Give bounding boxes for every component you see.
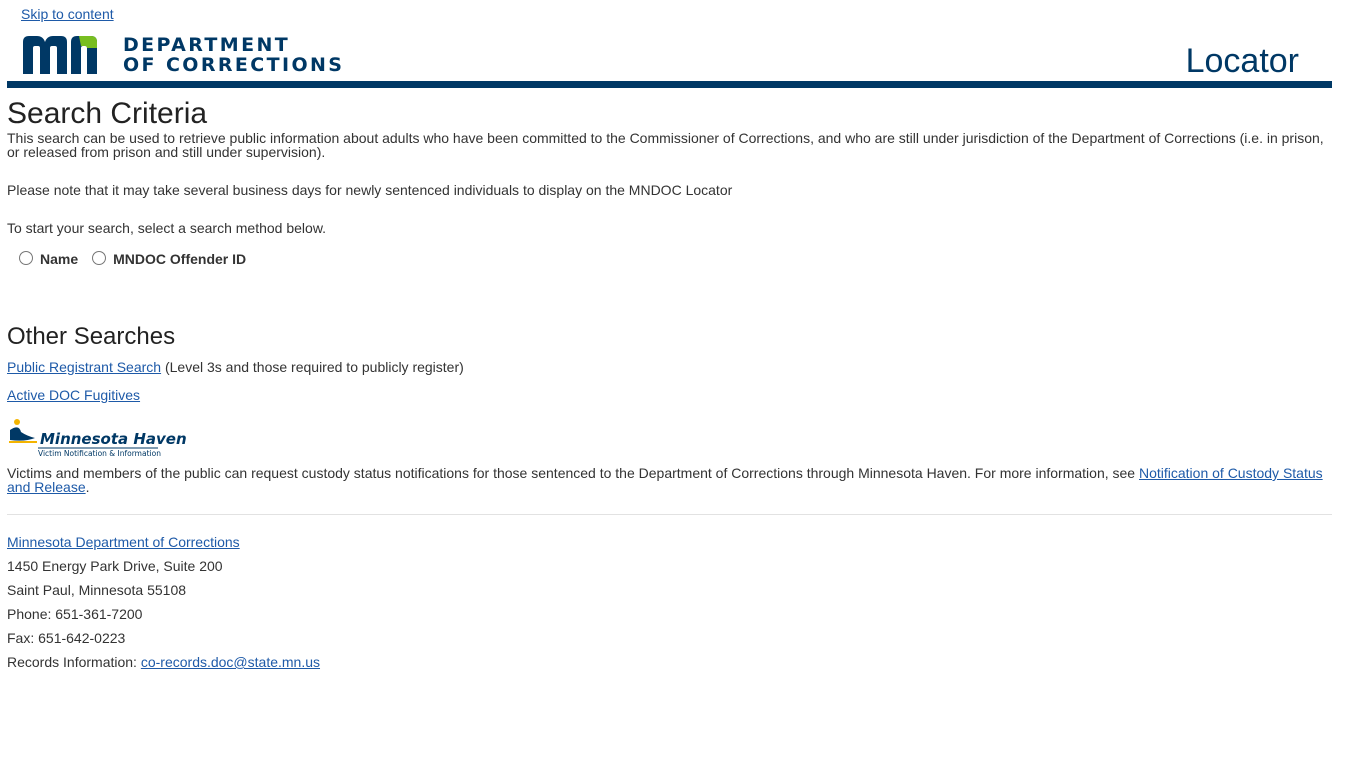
records-email-link[interactable]: co-records.doc@state.mn.us xyxy=(140,654,321,670)
address-line-2: Saint Paul, Minnesota 55108 xyxy=(7,582,187,598)
public-registrant-row xyxy=(7,360,1332,374)
fugitives-row xyxy=(7,388,1332,402)
search-method-group xyxy=(19,251,260,267)
records-label: Records Information: xyxy=(7,654,141,670)
search-instruction: To start your search, select a search method below. xyxy=(7,220,327,236)
search-criteria-heading: Search Criteria xyxy=(7,97,208,130)
search-note: Please note that it may take several business days for newly sentenced individuals to display on the MNDOC Locator xyxy=(7,182,733,198)
header-divider-bar xyxy=(7,81,1332,88)
name-radio[interactable] xyxy=(19,251,33,265)
active-fugitives-link[interactable]: Active DOC Fugitives xyxy=(7,387,141,403)
logo-line-1: DEPARTMENT xyxy=(123,34,291,56)
haven-logo-subtitle: Victim Notification & Information xyxy=(38,449,161,458)
mn-doc-logo[interactable] xyxy=(21,34,344,76)
address-line-1: 1450 Energy Park Drive, Suite 200 xyxy=(7,558,223,574)
public-registrant-link[interactable]: Public Registrant Search xyxy=(7,359,162,375)
haven-logo-title: Minnesota Haven xyxy=(40,430,187,448)
haven-info xyxy=(7,466,1332,494)
records-info xyxy=(7,654,320,670)
footer-divider xyxy=(7,514,1332,515)
haven-end: . xyxy=(85,479,90,495)
haven-text: Victims and members of the public can request custody status notifications for those sentenced to the Department of Corrections through Minnesota Haven. For more information, see xyxy=(7,465,1136,481)
public-registrant-note: (Level 3s and those required to publicly register) xyxy=(164,359,464,375)
mndoc-home-link[interactable]: Minnesota Department of Corrections xyxy=(7,534,240,550)
offender-id-radio-label[interactable]: MNDOC Offender ID xyxy=(113,251,247,267)
fax-number: Fax: 651-642-0223 xyxy=(7,630,126,646)
phone-number: Phone: 651-361-7200 xyxy=(7,606,143,622)
mn-logo-icon xyxy=(21,34,115,76)
other-searches-heading: Other Searches xyxy=(7,323,176,350)
name-radio-label[interactable]: Name xyxy=(40,251,79,267)
minnesota-haven-logo xyxy=(7,416,187,458)
skip-to-content-link[interactable]: Skip to content xyxy=(21,6,114,22)
custody-status-link[interactable]: Notification of Custody Status and Release xyxy=(7,465,1323,495)
haven-logo-icon xyxy=(7,416,187,458)
offender-id-radio[interactable] xyxy=(92,251,106,265)
app-title: Locator xyxy=(1185,42,1299,80)
search-description: This search can be used to retrieve public information about adults who have been committed to the Commissioner of Corrections, and who are still under jurisdiction of the Department of Corrections (i.e. in prison, or released from prison and still under supervision). xyxy=(7,130,1324,160)
logo-line-2: OF CORRECTIONS xyxy=(123,54,345,76)
